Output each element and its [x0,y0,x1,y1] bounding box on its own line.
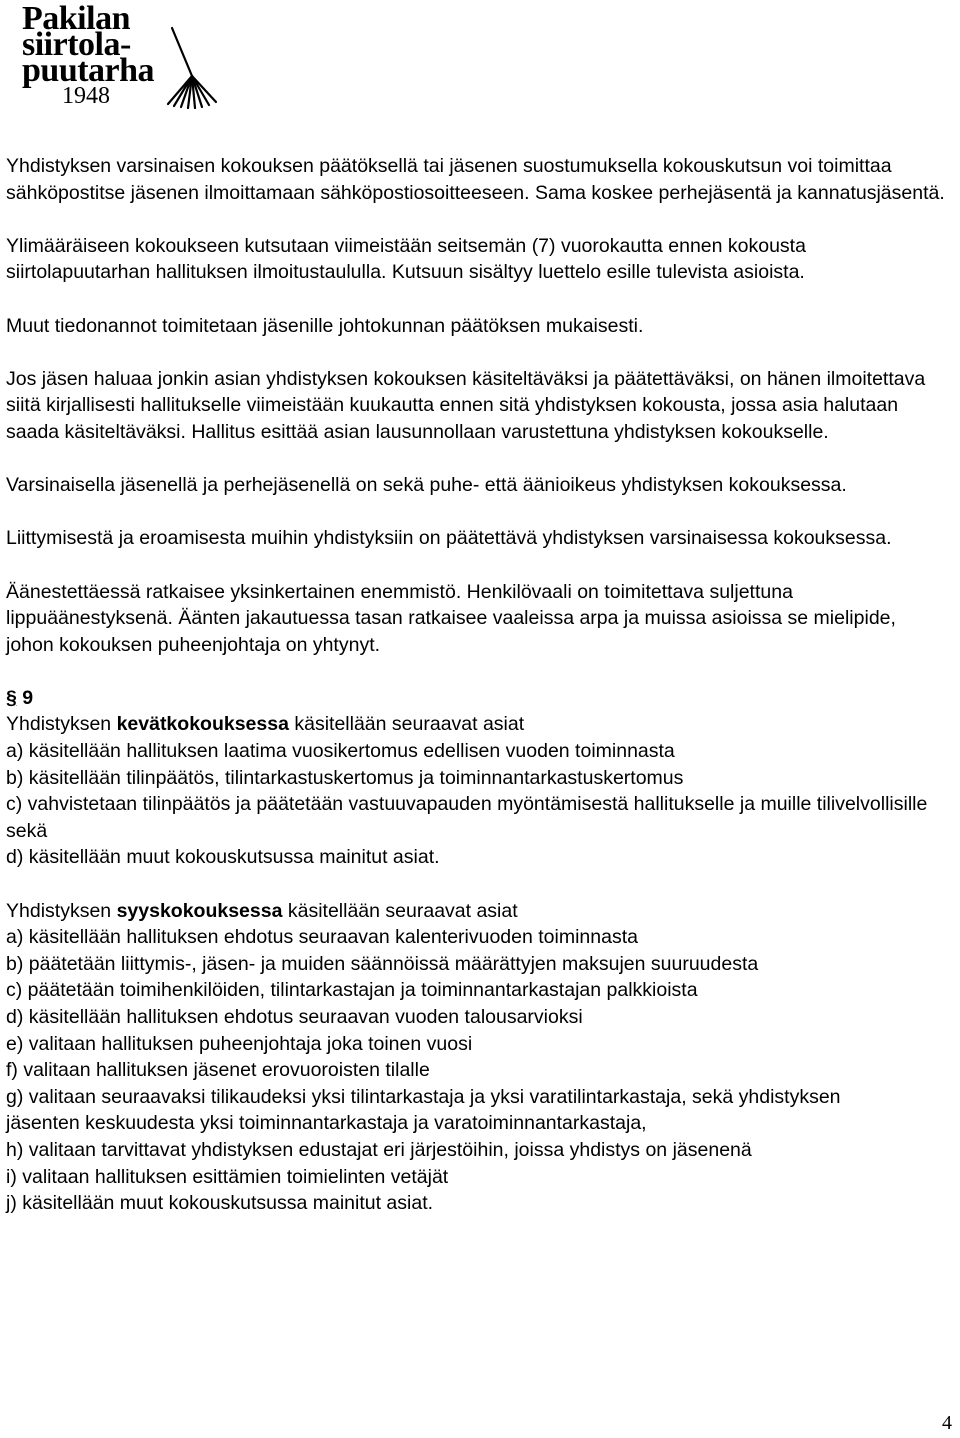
list-item: c) päätetään toimihenkilöiden, tilintarkastajan ja toiminnantarkastajan palkkioista [6,979,698,1002]
spring-intro-pre: Yhdistyksen [6,713,117,736]
list-item: i) valitaan hallituksen esittämien toimielinten vetäjät [6,1165,449,1188]
spring-meeting-term: kevätkokouksessa [116,713,289,736]
paragraph-other-notices: Muut tiedonannot toimitetaan jäsenille johtokunnan päätöksen mukaisesti. [6,314,644,337]
page-number: 4 [942,1412,952,1434]
list-item: a) käsitellään hallituksen ehdotus seuraavan kalenterivuoden toiminnasta [6,926,638,949]
list-item: f) valitaan hallituksen jäsenet erovuoroisten tilalle [6,1059,430,1082]
autumn-intro-post: käsitellään seuraavat asiat [282,899,518,922]
section-heading [6,685,946,712]
autumn-intro-pre: Yhdistyksen [6,899,117,922]
section-number: 9 [22,686,34,709]
document-body [6,153,946,1217]
list-item: c) vahvistetaan tilinpäätös ja päätetään vastuuvapauden myöntämisestä hallitukselle ja muille tilivelvollisille sekä [6,793,928,842]
logo-text-line2: siirtola- [22,26,131,63]
autumn-meeting-term: syyskokouksessa [116,899,283,922]
list-item: d) käsitellään muut kokouskutsussa mainitut asiat. [6,846,440,869]
paragraph-email-invitation: Yhdistyksen varsinaisen kokouksen päätöksellä tai jäsenen suostumuksella kokouskutsun voi toimittaa sähköpostitse jäsenen ilmoittamaan sähköpostiosoitteeseen. Sama koskee perhejäsentä ja kannatusjäsentä. [6,155,945,204]
paragraph-extraordinary-meeting: Ylimääräiseen kokoukseen kutsutaan viimeistään seitsemän (7) vuorokautta ennen kokousta siirtolapuutarhan hallituksen ilmoitustaululla. Kutsuun sisältyy luettelo esille tulevista asioista. [6,234,806,284]
paragraph-voting-rights: Varsinaisella jäsenellä ja perhejäsenellä on sekä puhe- että äänioikeus yhdistyksen kokouksessa. [6,474,847,497]
list-item: g) valitaan seuraavaksi tilikaudeksi yksi tilintarkastaja ja yksi varatilintarkastaja, sekä yhdistyksen [6,1085,841,1108]
logo-year: 1948 [62,83,110,109]
list-item: b) päätetään liittymis-, jäsen- ja muiden säännöissä määrättyjen maksujen suuruudesta [6,952,759,975]
autumn-meeting-intro [6,898,946,925]
list-item: j) käsitellään muut kokouskutsussa mainitut asiat. [6,1192,434,1215]
spring-meeting-intro [6,711,946,738]
spring-intro-post: käsitellään seuraavat asiat [288,713,525,736]
list-item: h) valitaan tarvittavat yhdistyksen edustajat eri järjestöihin, joissa yhdistys on jäsenenä [6,1138,752,1161]
list-item: jäsenten keskuudesta yksi toiminnantarkastaja ja varatoiminnantarkastaja, [6,1112,647,1135]
logo-text-line3: puutarha [22,52,155,89]
logo-text-line1: Pakilan [22,0,130,37]
list-item: e) valitaan hallituksen puheenjohtaja joka toinen vuosi [6,1032,473,1055]
paragraph-voting-rules: Äänestettäessä ratkaisee yksinkertainen enemmistö. Henkilövaali on toimitettava suljettuna lippuäänestyksenä. Äänten jakautuessa tasan ratkaisee vaaleissa arpa ja muissa asioissa se mielipide, johon kokouksen puheenjohtaja on yhtynyt. [6,580,896,656]
paragraph-member-proposal: Jos jäsen haluaa jonkin asian yhdistyksen kokouksen käsiteltäväksi ja päätettäväksi, on hänen ilmoitettava siitä kirjallisesti hallitukselle viimeistään kuukautta ennen sitä yhdistyksen kokousta, jossa asia halutaan saada käsiteltäväksi. Hallitus esittää asian lausunnollaan varustettuna yhdistyksen kokoukselle. [6,367,926,443]
list-item: b) käsitellään tilinpäätös, tilintarkastuskertomus ja toiminnantarkastuskertomus [6,766,684,789]
section-symbol: § [6,686,17,709]
rake-icon [162,24,222,109]
association-logo [22,2,222,112]
list-item: a) käsitellään hallituksen laatima vuosikertomus edellisen vuoden toiminnasta [6,740,675,763]
list-item: d) käsitellään hallituksen ehdotus seuraavan vuoden talousarvioksi [6,1006,583,1028]
paragraph-joining-associations: Liittymisestä ja eroamisesta muihin yhdistyksiin on päätettävä yhdistyksen varsinaisessa kokouksessa. [6,527,892,550]
